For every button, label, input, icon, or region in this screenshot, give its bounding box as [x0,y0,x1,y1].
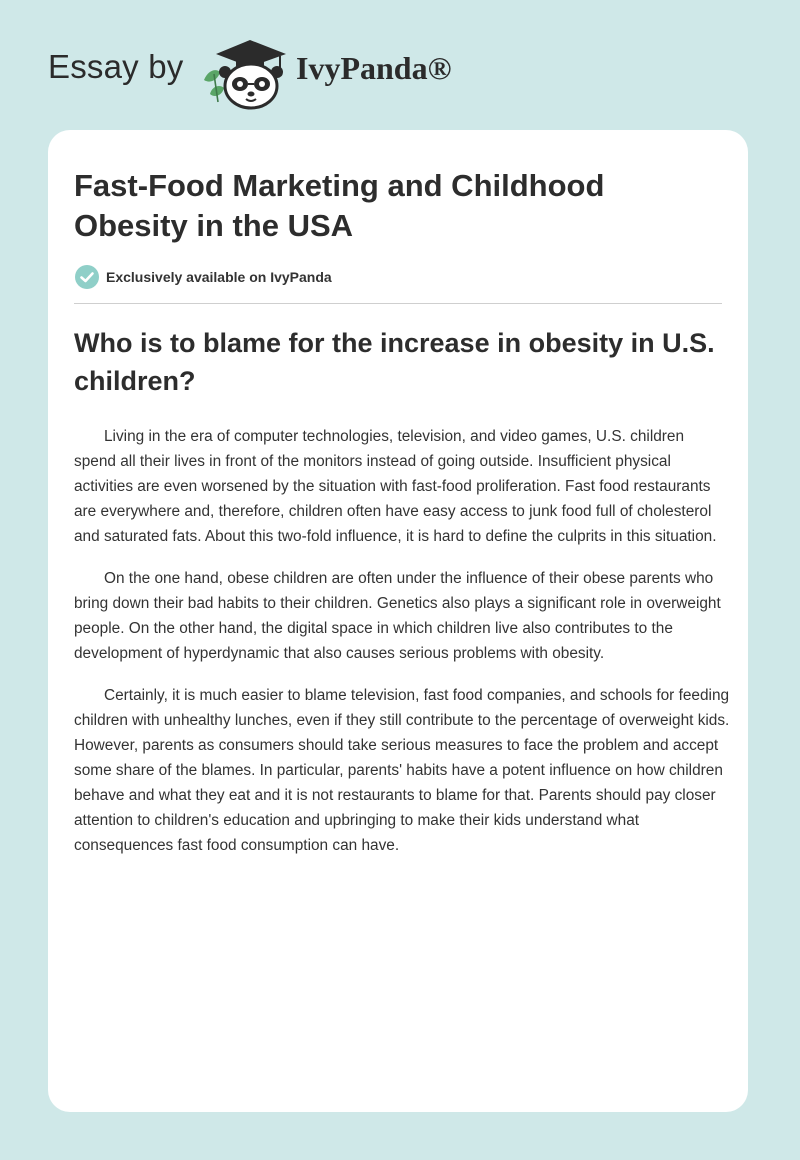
exclusive-badge [74,264,332,290]
brand-name[interactable]: IvyPanda® [296,50,452,86]
essay-by-label: Essay by [48,48,184,85]
exclusive-badge-label: Exclusively available on IvyPanda [106,269,332,285]
paragraph-1: Living in the era of computer technologies, television, and video games, U.S. children spend all their lives in front of the monitors instead of going outside. Insufficient physical activities are even worsened by the situation with fast-food proliferation. Fast food restaurants are everywhere and, therefore, children often have easy access to junk food full of cholesterol and saturated fats. About this two-fold influence, it is hard to define the culprits in this situation. [74,428,717,545]
paragraph-3: Certainly, it is much easier to blame television, fast food companies, and schools for feeding children with unhealthy lunches, even if they still contribute to the percentage of overweight kids. However, parents as consumers should take serious measures to face the problem and accept some share of the blames. In particular, parents' habits have a potent influence on how children behave and what they eat and it is not restaurants to blame for that. Parents should pay closer attention to children's education and upbringing to make their kids understand what consequences fast food consumption can have. [74,687,730,854]
site-header [48,30,508,110]
divider [74,303,722,304]
page-title: Fast-Food Marketing and Childhood Obesity in the USA [74,168,605,243]
article-body [74,424,730,875]
essay-card [48,130,748,1112]
paragraph-2: On the one hand, obese children are often under the influence of their obese parents who bring down their bad habits to their children. Genetics also plays a significant role in overweight people. On the other hand, the digital space in which children live also contributes to the development of hyperdynamic that also causes serious problems with obesity. [74,570,721,662]
section-heading: Who is to blame for the increase in obesity in U.S. children? [74,328,715,396]
graduation-panda-icon[interactable] [200,34,290,112]
check-icon [74,264,100,290]
